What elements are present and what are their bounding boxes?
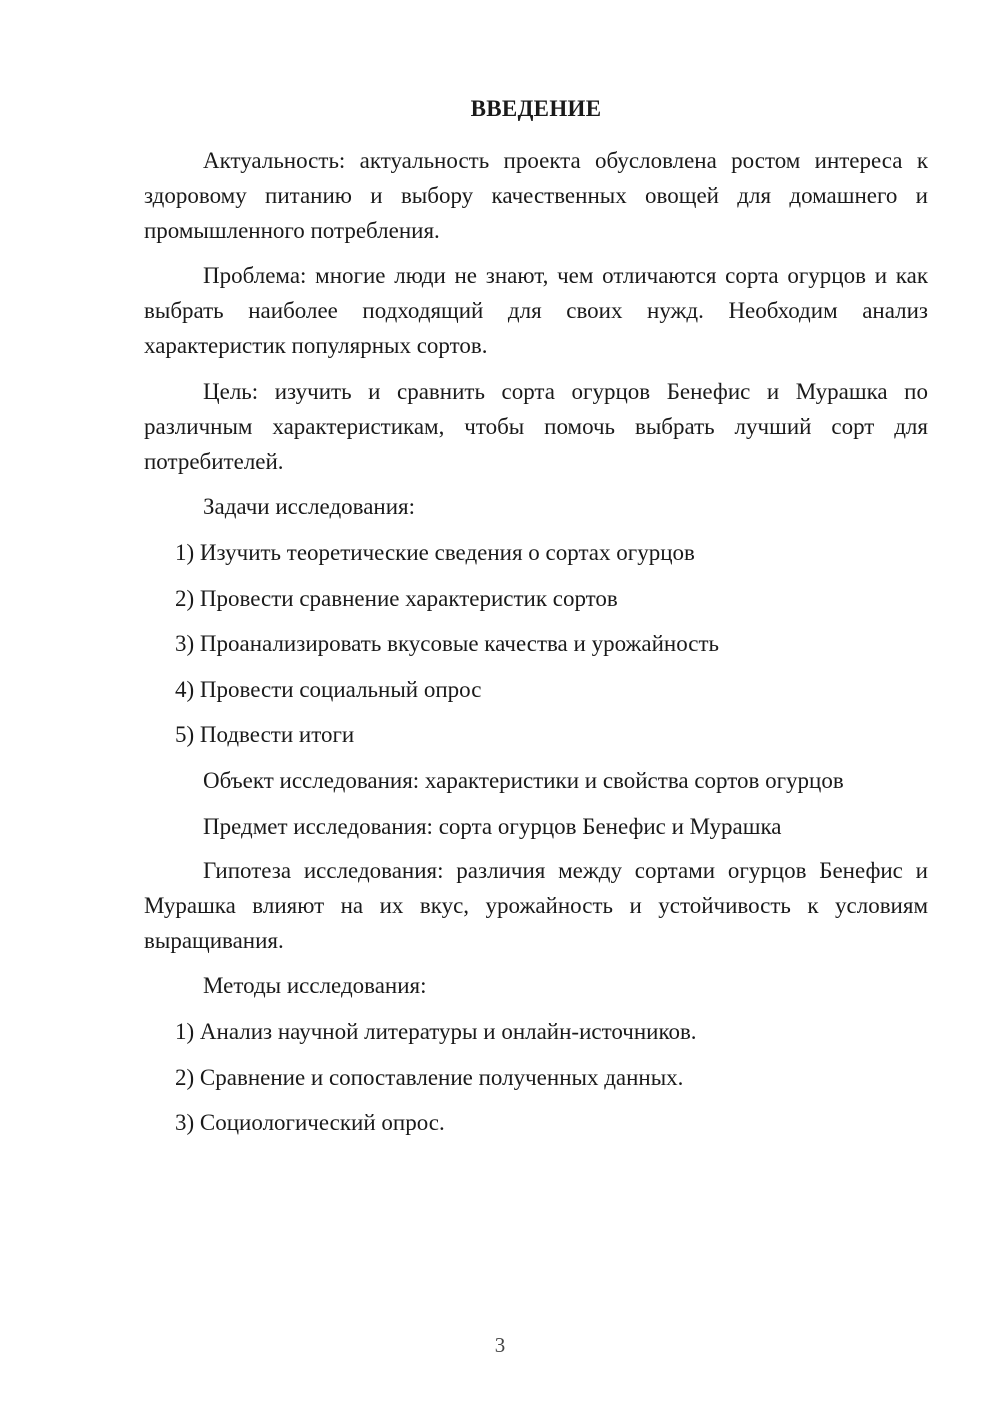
tasks-heading: Задачи исследования:: [203, 494, 416, 519]
task-item-1: 1) Изучить теоретические сведения о сортах огурцов: [175, 540, 695, 565]
task-item-4: 4) Провести социальный опрос: [175, 677, 482, 702]
task-item-3: 3) Проанализировать вкусовые качества и урожайность: [175, 631, 720, 656]
research-subject: Предмет исследования: сорта огурцов Бенефис и Мурашка: [203, 814, 782, 839]
task-item-5: 5) Подвести итоги: [175, 722, 355, 747]
relevance-paragraph: Актуальность: актуальность проекта обусловлена ростом интереса к здоровому питанию и выбору качественных овощей для домашнего и промышленного потребления.: [144, 148, 928, 243]
method-item-3: 3) Социологический опрос.: [175, 1110, 445, 1135]
page-number: 3: [494, 1333, 506, 1357]
goal-paragraph: Цель: изучить и сравнить сорта огурцов Бенефис и Мурашка по различным характеристикам, чтобы помочь выбрать лучший сорт для потребителей.: [144, 379, 928, 474]
task-item-2: 2) Провести сравнение характеристик сортов: [175, 586, 618, 611]
section-title: ВВЕДЕНИЕ: [470, 96, 602, 121]
methods-heading: Методы исследования:: [203, 973, 427, 998]
method-item-1: 1) Анализ научной литературы и онлайн-источников.: [175, 1019, 697, 1044]
problem-paragraph: Проблема: многие люди не знают, чем отличаются сорта огурцов и как выбрать наиболее подходящий для своих нужд. Необходим анализ характеристик популярных сортов.: [144, 263, 928, 358]
hypothesis-paragraph: Гипотеза исследования: различия между сортами огурцов Бенефис и Мурашка влияют на их вкус, урожайность и устойчивость к условиям выращивания.: [144, 858, 928, 953]
method-item-2: 2) Сравнение и сопоставление полученных данных.: [175, 1065, 684, 1090]
research-object: Объект исследования: характеристики и свойства сортов огурцов: [203, 768, 844, 793]
